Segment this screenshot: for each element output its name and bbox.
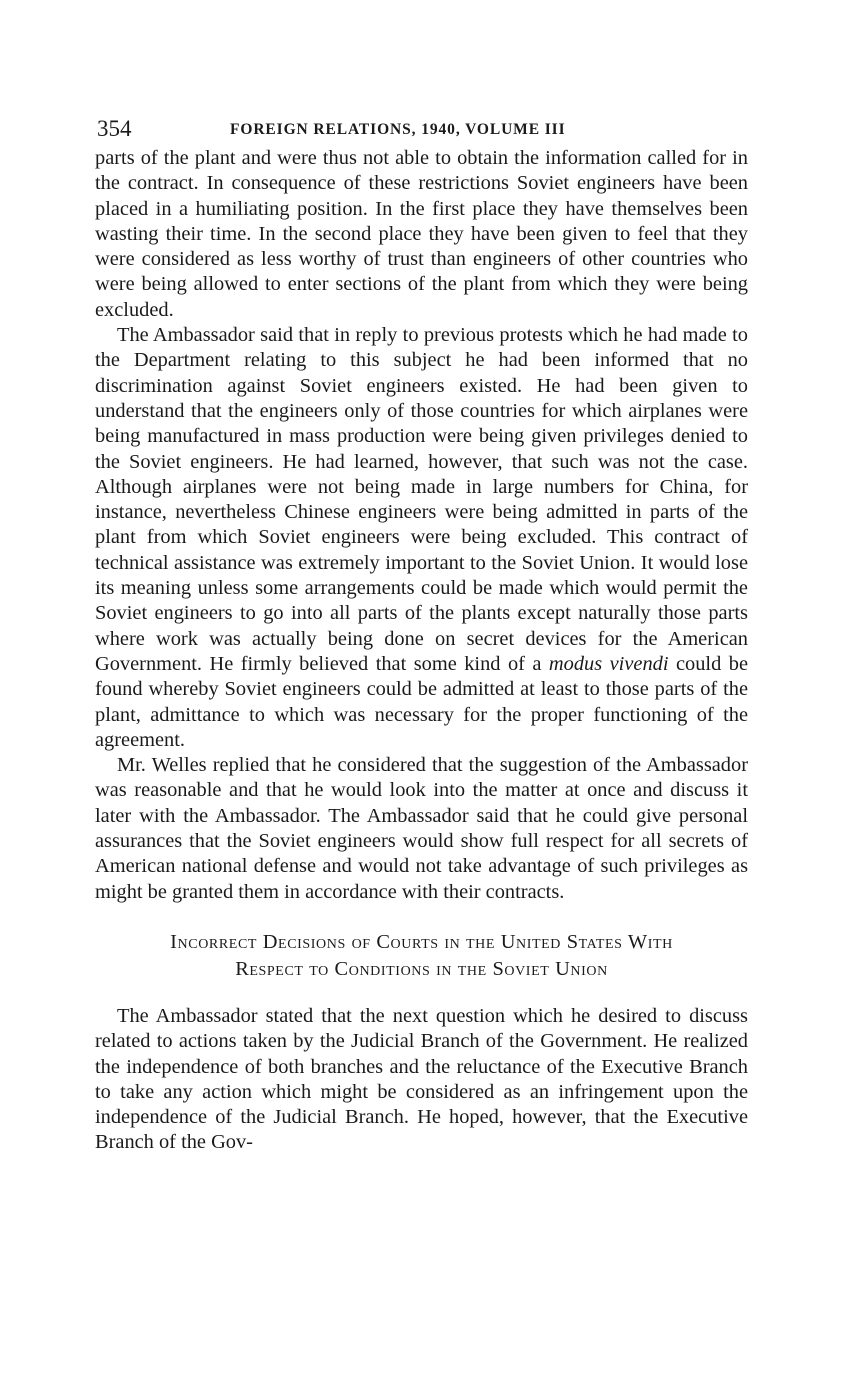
paragraph-2-text-after: could be found whereby Soviet engineers could be admitted at least to those parts of the plant, admittance to which was necessary for the proper functioning of the agreement.: [95, 652, 748, 751]
paragraph-4: The Ambassador stated that the next question which he desired to discuss related to actions taken by the Judicial Branch of the Government. He realized the independence of both branches and the reluctance of the Executive Branch to take any action which might be considered as an infringement upon the independence of the Judicial Branch. He hoped, however, that the Executive Branch of the Gov-: [95, 1004, 748, 1154]
page-number: 354: [97, 116, 132, 141]
running-title: FOREIGN RELATIONS, 1940, VOLUME III: [230, 121, 566, 138]
paragraph-1: parts of the plant and were thus not able to obtain the information called for in the contract. In consequence of these restrictions Soviet engineers have been placed in a humiliating position. In the first place they have themselves been wasting their time. In the second place they have been given to feel that they were considered as less worthy of trust than engineers of other countries who were being allowed to enter sections of the plant from which they were being excluded.: [95, 147, 748, 321]
section-heading-line-2: Respect to Conditions in the Soviet Union: [235, 957, 608, 980]
document-page: [95, 112, 748, 1156]
section-heading: [95, 929, 748, 983]
paragraph-2-italic-term: modus vivendi: [548, 652, 669, 675]
paragraph-2: [95, 323, 748, 753]
paragraph-2-text-before: The Ambassador said that in reply to previous protests which he had made to the Department relating to this subject he had been informed that no discrimination against Soviet engineers existed. He had been given to understand that the engineers only of those countries for which airplanes were being manufactured in mass production were being given privileges denied to the Soviet engineers. He had learned, however, that such was not the case. Although airplanes were not being made in large numbers for China, for instance, nevertheless Chinese engineers were being admitted in parts of the plant from which Soviet engineers were being excluded. This contract of technical assistance was extremely important to the Soviet Union. It would lose its meaning unless some arrangements could be made which would permit the Soviet engineers to go into all parts of the plants except naturally those parts where work was actually being done on secret devices for the American Government. He firmly believed that some kind of a: [95, 324, 748, 675]
running-header: [95, 112, 748, 146]
body-text: [95, 146, 748, 1156]
section-heading-line-1: Incorrect Decisions of Courts in the United States With: [170, 930, 673, 953]
paragraph-3: Mr. Welles replied that he considered that the suggestion of the Ambassador was reasonable and that he would look into the matter at once and discuss it later with the Ambassador. The Ambassador said that he could give personal assurances that the Soviet engineers would show full respect for all secrets of American national defense and would not take advantage of such privileges as might be granted them in accordance with their contracts.: [95, 754, 748, 903]
